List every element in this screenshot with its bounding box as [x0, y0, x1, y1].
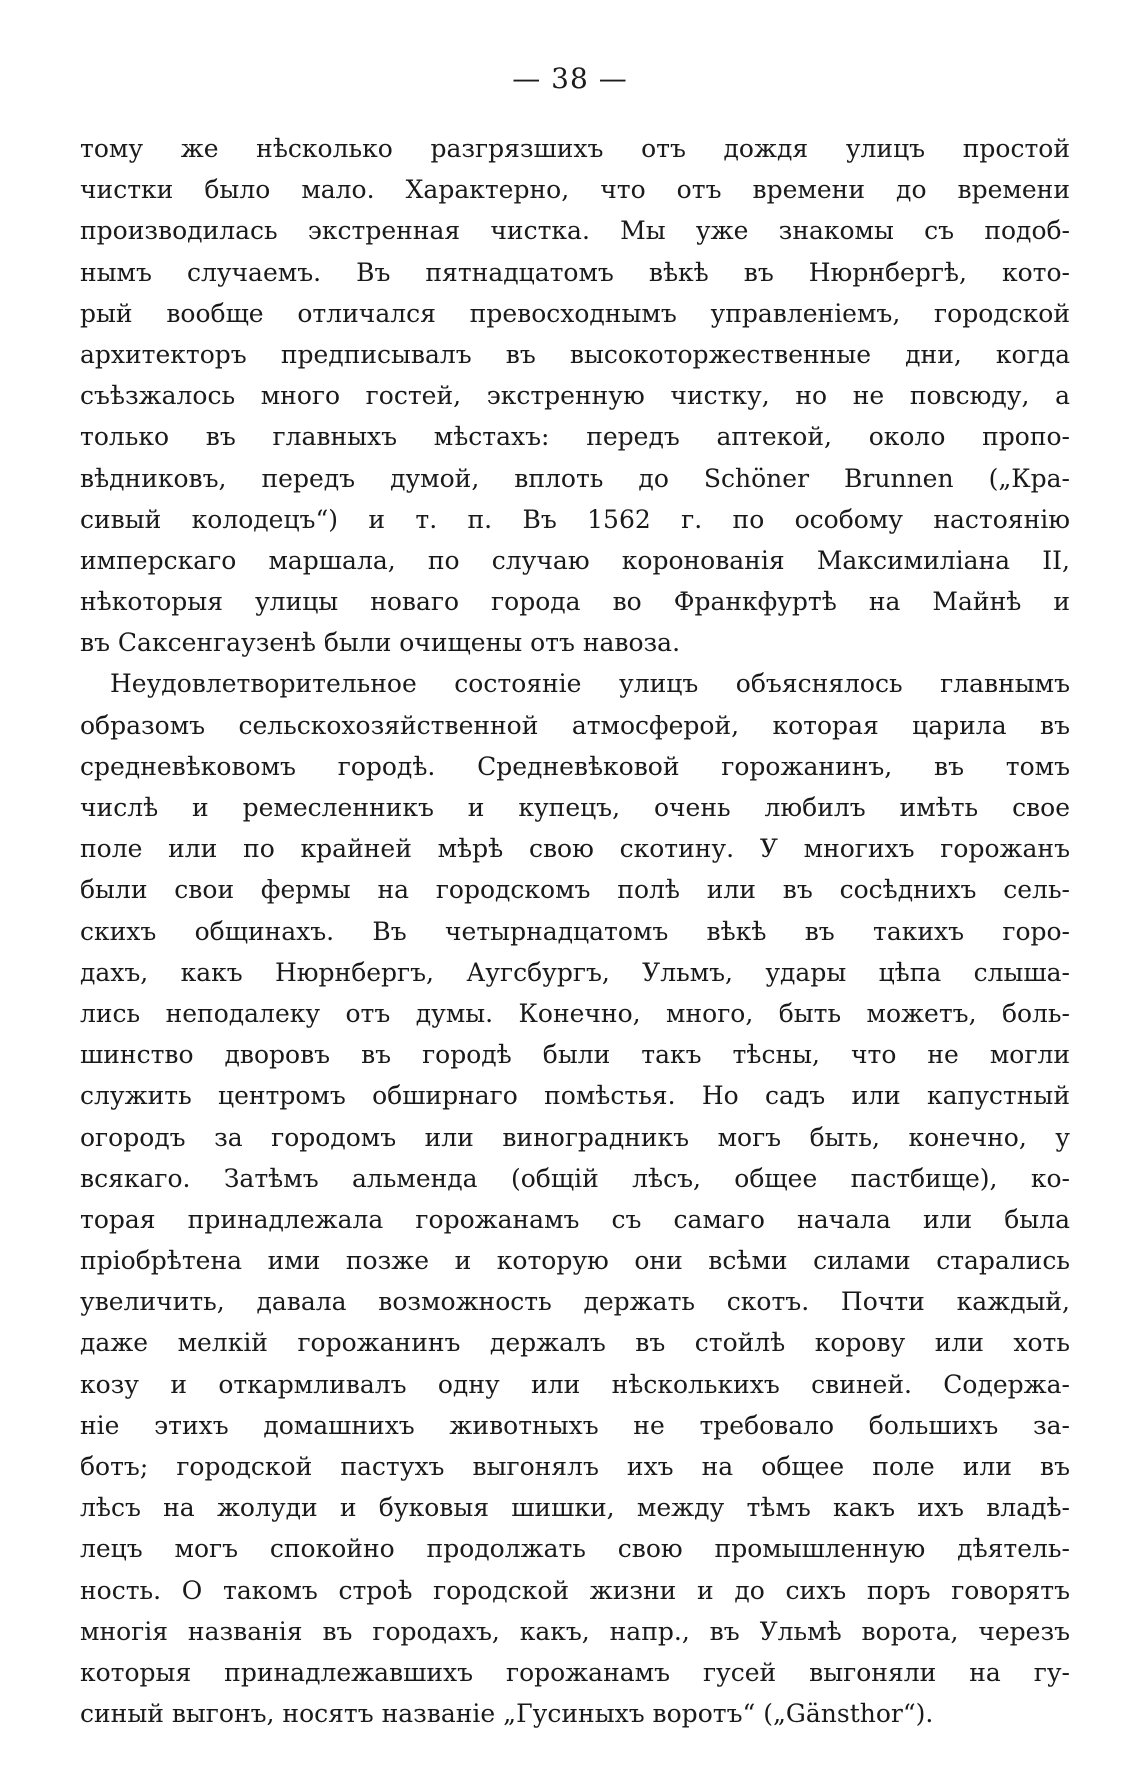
text-line: многія названія въ городахъ, какъ, напр., въ Ульмѣ ворота, черезъ	[80, 1616, 1070, 1646]
text-line: которыя принадлежавшихъ горожанамъ гусей выгоняли на гу-	[80, 1657, 1070, 1687]
text-line: ность. О такомъ строѣ городской жизни и до сихъ поръ говорятъ	[80, 1575, 1070, 1605]
text-line: даже мелкій горожанинъ держалъ въ стойлѣ корову или хоть	[80, 1328, 1070, 1358]
text-line: вѣдниковъ, передъ думой, вплоть до Schöner Brunnen („Кра-	[80, 463, 1070, 493]
text-line: въ Саксенгаузенѣ были очищены отъ навоза.	[80, 628, 681, 658]
text-line: архитекторъ предписывалъ въ высокоторжественные дни, когда	[80, 339, 1070, 369]
text-line: всякаго. Затѣмъ альменда (общій лѣсъ, общее пастбище), ко-	[80, 1163, 1070, 1193]
page-number: — 38 —	[512, 62, 628, 95]
text-line: съѣзжалось много гостей, экстренную чистку, но не повсюду, а	[80, 381, 1070, 411]
text-line: Неудовлетворительное состояніе улицъ объяснялось главнымъ	[110, 669, 1070, 699]
text-line: скихъ общинахъ. Въ четырнадцатомъ вѣкѣ въ такихъ горо-	[80, 916, 1070, 946]
text-line: нѣкоторыя улицы новаго города во Франкфуртѣ на Майнѣ и	[80, 587, 1070, 617]
text-line: рый вообще отличался превосходнымъ управленіемъ, городской	[80, 298, 1070, 328]
text-line: только въ главныхъ мѣстахъ: передъ аптекой, около пропо-	[80, 422, 1070, 452]
text-line: козу и откармливалъ одну или нѣсколькихъ свиней. Содержа-	[80, 1369, 1070, 1399]
text-line: тому же нѣсколько разгрязшихъ отъ дождя улицъ простой	[80, 134, 1070, 163]
text-line: чистки было мало. Характерно, что отъ времени до времени	[80, 175, 1070, 205]
text-line: лецъ могъ спокойно продолжать свою промышленную дѣятель-	[80, 1534, 1070, 1564]
text-line: образомъ сельскохозяйственной атмосферой, которая царила въ	[80, 710, 1070, 740]
text-line: нымъ случаемъ. Въ пятнадцатомъ вѣкѣ въ Нюрнбергѣ, кото-	[80, 257, 1070, 287]
body-text	[80, 128, 1070, 1734]
text-line: пріобрѣтена ими позже и которую они всѣми силами старались	[80, 1246, 1070, 1276]
text-line: поле или по крайней мѣрѣ свою скотину. У многихъ горожанъ	[80, 834, 1070, 864]
text-line: числѣ и ремесленникъ и купецъ, очень любилъ имѣть свое	[80, 793, 1070, 822]
text-line: лѣсъ на жолуди и буковыя шишки, между тѣмъ какъ ихъ владѣ-	[80, 1493, 1070, 1523]
text-line: лись неподалеку отъ думы. Конечно, много, быть можетъ, боль-	[80, 998, 1070, 1028]
text-line: производилась экстренная чистка. Мы уже знакомы съ подоб-	[80, 216, 1070, 246]
text-line: увеличить, давала возможность держать скотъ. Почти каждый,	[80, 1287, 1070, 1317]
text-line: были свои фермы на городскомъ полѣ или въ сосѣднихъ сель-	[80, 875, 1070, 905]
text-line: дахъ, какъ Нюрнбергъ, Аугсбургъ, Ульмъ, удары цѣпа слыша-	[80, 957, 1070, 987]
text-line: средневѣковомъ городѣ. Средневѣковой горожанинъ, въ томъ	[80, 751, 1070, 781]
text-line: торая принадлежала горожанамъ съ самаго начала или была	[80, 1204, 1070, 1234]
text-line: ботъ; городской пастухъ выгонялъ ихъ на общее поле или въ	[80, 1452, 1070, 1481]
text-line: служить центромъ обширнаго помѣстья. Но садъ или капустный	[80, 1081, 1070, 1111]
text-line: ніе этихъ домашнихъ животныхъ не требовало большихъ за-	[80, 1410, 1070, 1440]
text-line: синый выгонъ, носятъ названіе „Гусиныхъ воротъ“ („Gänsthor“).	[80, 1699, 934, 1729]
text-line: имперскаго маршала, по случаю коронованія Максимиліана II,	[80, 545, 1070, 575]
text-line: шинство дворовъ въ городѣ были такъ тѣсны, что не могли	[80, 1040, 1070, 1070]
text-line: огородъ за городомъ или виноградникъ могъ быть, конечно, у	[80, 1122, 1070, 1152]
text-line: сивый колодецъ“) и т. п. Въ 1562 г. по особому настоянію	[80, 504, 1070, 534]
